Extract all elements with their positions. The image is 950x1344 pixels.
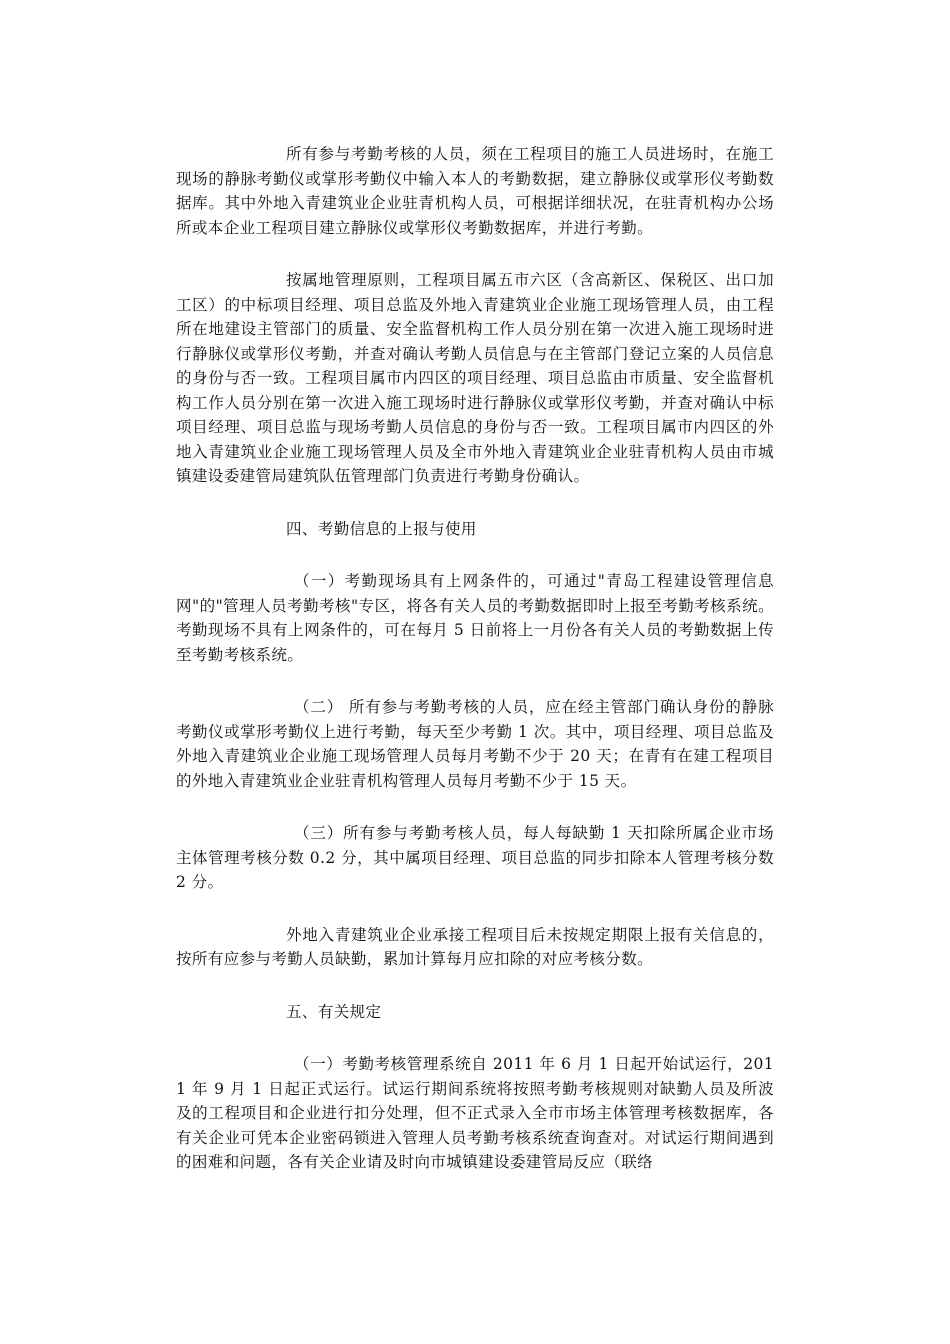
section-heading-5: 五、有关规定	[286, 1002, 382, 1021]
clause-4-1: （一）考勤现场具有上网条件的，可通过"青岛工程建设管理信息网"的"管理人员考勤考核"专区，将各有关人员的考勤数据即时上报至考勤考核系统。考勤现场不具有上网条件的，可在每月 5 日前将上一月份各有关人员的考勤数据上传至考勤考核系统。	[176, 572, 774, 664]
clause-4-2: （二） 所有参与考勤考核的人员，应在经主管部门确认身份的静脉考勤仪或掌形考勤仪上进行考勤，每天至少考勤 1 次。其中，项目经理、项目总监及外地入青建筑业企业施工现场管理人员每月考勤不少于 20 天；在青有在建工程项目的外地入青建筑业企业驻青机构管理人员每月考勤不少于 15 天。	[176, 698, 774, 790]
clause-4-3: （三）所有参与考勤考核人员，每人每缺勤 1 天扣除所属企业市场主体管理考核分数 0.2 分，其中属项目经理、项目总监的同步扣除本人管理考核分数 2 分。	[176, 824, 774, 891]
paragraph-late-reporting: 外地入青建筑业企业承接工程项目后未按规定期限上报有关信息的，按所有应参与考勤人员缺勤，累加计算每月应扣除的对应考核分数。	[176, 925, 774, 968]
document-body	[176, 142, 774, 1203]
clause-5-1: （一）考勤考核管理系统自 2011 年 6 月 1 日起开始试运行，2011 年 9 月 1 日起正式运行。试运行期间系统将按照考勤考核规则对缺勤人员及所波及的工程项目和企业进行扣分处理，但不正式录入全市市场主体管理考核数据库，各有关企业可凭本企业密码锁进入管理人员考勤考核系统查询查对。对试运行期间遇到的困难和问题，各有关企业请及时向市城镇建设委建管局反应（联络	[176, 1055, 774, 1171]
section-heading-4: 四、考勤信息的上报与使用	[286, 519, 477, 538]
paragraph-enrollment: 所有参与考勤考核的人员，须在工程项目的施工人员进场时，在施工现场的静脉考勤仪或掌形考勤仪中输入本人的考勤数据，建立静脉仪或掌形仪考勤数据库。其中外地入青建筑业企业驻青机构人员，可根据详细状况，在驻青机构办公场所或本企业工程项目建立静脉仪或掌形仪考勤数据库，并进行考勤。	[176, 145, 774, 237]
paragraph-territorial-management: 按属地管理原则，工程项目属五市六区（含高新区、保税区、出口加工区）的中标项目经理、项目总监及外地入青建筑业企业施工现场管理人员，由工程所在地建设主管部门的质量、安全监督机构工作人员分别在第一次进入施工现场时进行静脉仪或掌形仪考勤，并查对确认考勤人员信息与在主管部门登记立案的人员信息的身份与否一致。工程项目属市内四区的项目经理、项目总监由市质量、安全监督机构工作人员分别在第一次进入施工现场时进行静脉仪或掌形仪考勤，并查对确认中标项目经理、项目总监与现场考勤人员信息的身份与否一致。工程项目属市内四区的外地入青建筑业企业施工现场管理人员及全市外地入青建筑业企业驻青机构人员由市城镇建设委建管局建筑队伍管理部门负责进行考勤身份确认。	[176, 271, 774, 485]
